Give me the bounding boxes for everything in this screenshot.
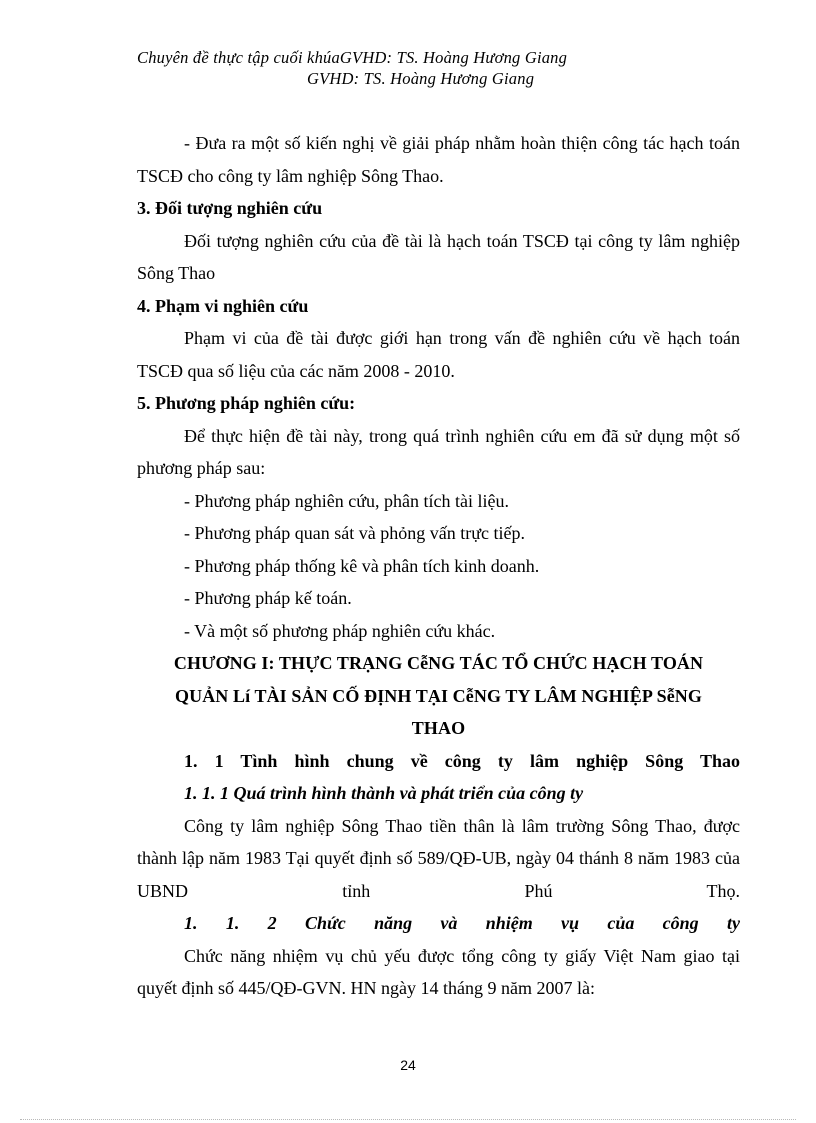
company-functions-paragraph: Chức năng nhiệm vụ chủ yếu được tổng công ty giấy Việt Nam giao tại quyết định số 445/QĐ-GVN. HN ngày 14 tháng 9 năm 2007 là: xyxy=(137,945,740,998)
methods-intro-paragraph: Để thực hiện đề tài này, trong quá trình nghiên cứu em đã sử dụng một số phương pháp sau: xyxy=(137,425,740,478)
section-4-heading: 4. Phạm vi nghiên cứu xyxy=(137,295,309,316)
method-list-item: - Phương pháp thống kê và phân tích kinh doanh. xyxy=(184,555,540,576)
chapter-title-line: THAO xyxy=(411,718,466,738)
method-list-item: - Phương pháp quan sát và phỏng vấn trực tiếp. xyxy=(184,523,525,543)
section-1-1-2-heading: 1. 1. 2 Chức năng và nhiệm vụ của công ty xyxy=(184,913,740,933)
page-bottom-divider xyxy=(20,1119,796,1120)
section-3-heading: 3. Đối tượng nghiên cứu xyxy=(137,198,323,218)
section-1-1-heading: 1. 1 Tình hình chung về công ty lâm nghiệp Sông Thao xyxy=(184,750,740,771)
section-5-heading: 5. Phương pháp nghiên cứu: xyxy=(137,393,356,413)
method-list-item: - Phương pháp kế toán. xyxy=(184,588,352,608)
section-1-1-1-heading: 1. 1. 1 Quá trình hình thành và phát triển của công ty xyxy=(184,783,584,803)
chapter-title-line: CHƯƠNG I: THỰC TRẠNG CễNG TÁC TỔ CHỨC HẠCH TOÁN xyxy=(173,653,704,673)
page-header xyxy=(137,47,567,89)
chapter-title-line: QUẢN Lí TÀI SẢN CỐ ĐỊNH TẠI CễNG TY LÂM NGHIỆP SễNG xyxy=(175,685,702,706)
method-list-item: - Phương pháp nghiên cứu, phân tích tài liệu. xyxy=(184,490,509,511)
research-object-paragraph: Đối tượng nghiên cứu của đề tài là hạch toán TSCĐ tại công ty lâm nghiệp Sông Thao xyxy=(137,230,740,283)
page-number: 24 xyxy=(400,1057,416,1073)
header-title-line: Chuyên đề thực tập cuối khúaGVHD: TS. Hoàng Hương Giang xyxy=(137,48,568,67)
document-body xyxy=(137,127,740,1005)
recommendation-paragraph: - Đưa ra một số kiến nghị về giải pháp nhằm hoàn thiện công tác hạch toán TSCĐ cho công ty lâm nghiệp Sông Thao. xyxy=(137,133,740,186)
company-history-paragraph: Công ty lâm nghiệp Sông Thao tiền thân là lâm trường Sông Thao, được thành lập năm 1983 Tại quyết định số 589/QĐ-UB, ngày 04 thánh 8 năm 1983 của UBND tỉnh Phú Thọ. xyxy=(137,815,740,901)
header-supervisor-line: GVHD: TS. Hoàng Hương Giang xyxy=(307,69,535,88)
research-scope-paragraph: Phạm vi của đề tài được giới hạn trong vấn đề nghiên cứu về hạch toán TSCĐ qua số liệu của các năm 2008 - 2010. xyxy=(137,328,740,381)
method-list-item: - Và một số phương pháp nghiên cứu khác. xyxy=(184,620,496,641)
